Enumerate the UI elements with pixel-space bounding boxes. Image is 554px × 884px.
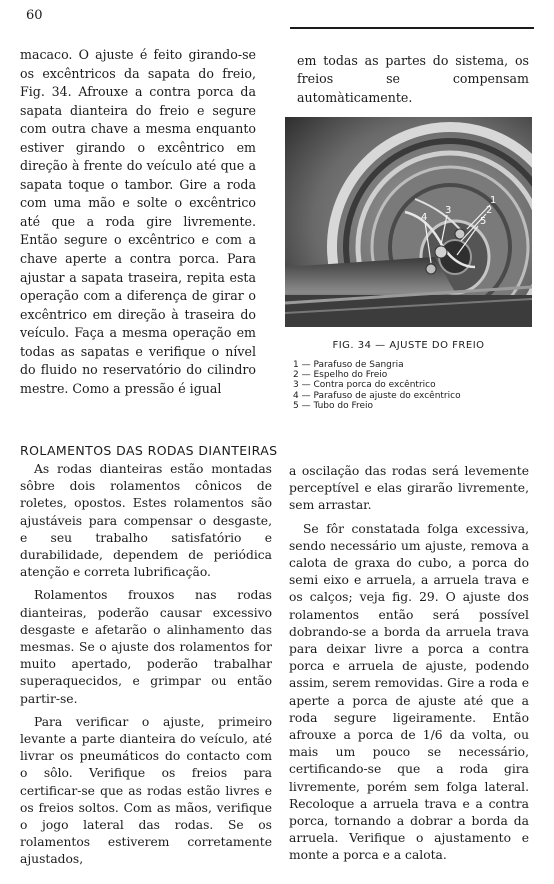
callout-label: 5 <box>480 216 487 227</box>
callout-label: 1 <box>490 195 497 206</box>
top-left-column <box>20 46 256 398</box>
legend-item: 1 — Parafuso de Sangria <box>293 360 404 370</box>
paragraph: a oscilação das rodas será levemente perceptível e elas girarão livremente, sem arrastar. <box>289 464 529 513</box>
page-number: 60 <box>26 8 43 23</box>
paragraph: macaco. O ajuste é feito girando-se os excêntricos da sapata do freio, Fig. 34. Afrouxe a contra porca da sapata dianteira do freio e segure com outra chave a mesma enquanto estiver girando o excêntrico em direção à frente do veículo até que a sapata toque o tambor. Gire a roda com uma mão e solte o excêntrico até que a roda gire livremente. Então segure o excêntrico e com a chave aperte a contra porca. Para ajustar a sapata traseira, repita esta operação com a diferença de girar o excêntrico em direção à traseira do veículo. Faça a mesma operação em todas as sapatas e verifique o nível do fluido no reservatório do cilindro mestre. Como a pressão é igual <box>20 47 256 396</box>
section-title: ROLAMENTOS DAS RODAS DIANTEIRAS <box>20 443 278 458</box>
paragraph: Para verificar o ajuste, primeiro levante a parte dianteira do veículo, até livrar os pneumáticos do contacto com o sôlo. Verifique os freios para certificar-se que as rodas estão livres e os freios soltos. Com as mãos, verifique o jogo lateral das rodas. Se os rolamentos estiverem corretamente ajustados, <box>20 714 272 867</box>
bottom-left-column <box>20 461 272 869</box>
paragraph: As rodas dianteiras estão montadas sôbre dois rolamentos cônicos de roletes, opostos. Estes rolamentos são ajustáveis para compensar o desgaste, e seu trabalho satisfatório e durabilidade, dependem de periódica atenção e correta lubrificação. <box>20 462 272 580</box>
callout-label: 3 <box>445 205 452 216</box>
top-right-column <box>297 52 529 107</box>
legend-item: 5 — Tubo do Freio <box>293 400 374 411</box>
callout-label: 2 <box>486 205 493 216</box>
paragraph: em todas as partes do sistema, os freios se compensam automàticamente. <box>297 53 529 105</box>
figure-legend <box>293 360 533 411</box>
figure-caption: FIG. 34 — AJUSTE DO FREIO <box>332 340 485 351</box>
header-rule <box>290 27 534 29</box>
callout-label: 4 <box>421 212 428 223</box>
legend-item: 4 — Parafuso de ajuste do excêntrico <box>293 390 461 401</box>
brake-adjustment-photo <box>285 117 532 327</box>
legend-item: 3 — Contra porca do excêntrico <box>293 380 436 391</box>
paragraph: Rolamentos frouxos nas rodas dianteiras, poderão causar excessivo desgaste e afetarão o alinhamento das mesmas. Se o ajuste dos rolamentos for muito apertado, poderão trabalhar superaquecidos, e grimpar ou então partir-se. <box>20 588 272 706</box>
paragraph: Se fôr constatada folga excessiva, sendo necessário um ajuste, remova a calota de graxa do cubo, a porca do semi eixo e arruela, a arruela trava e os calços; veja fig. 29. O ajuste dos rolamentos então será possível dobrando-se a borda da arruela trava para deixar livre a porca a contra porca e arruela de ajuste, podendo assim, serem removidas. Gire a roda e aperte a porca de ajuste até que a roda segure ligeiramente. Então afrouxe a porca de 1/6 da volta, ou mais um pouco se necessário, certificando-se que a roda gira livremente, porém sem folga lateral. Recoloque a arruela trava e a contra porca, tornando a dobrar a borda da arruela. Verifique o ajustamento e monte a porca e a calota. <box>289 521 529 863</box>
brake-drum-illustration <box>285 117 532 327</box>
bottom-right-column <box>289 463 529 865</box>
legend-item: 2 — Espelho do Freio <box>293 370 388 381</box>
